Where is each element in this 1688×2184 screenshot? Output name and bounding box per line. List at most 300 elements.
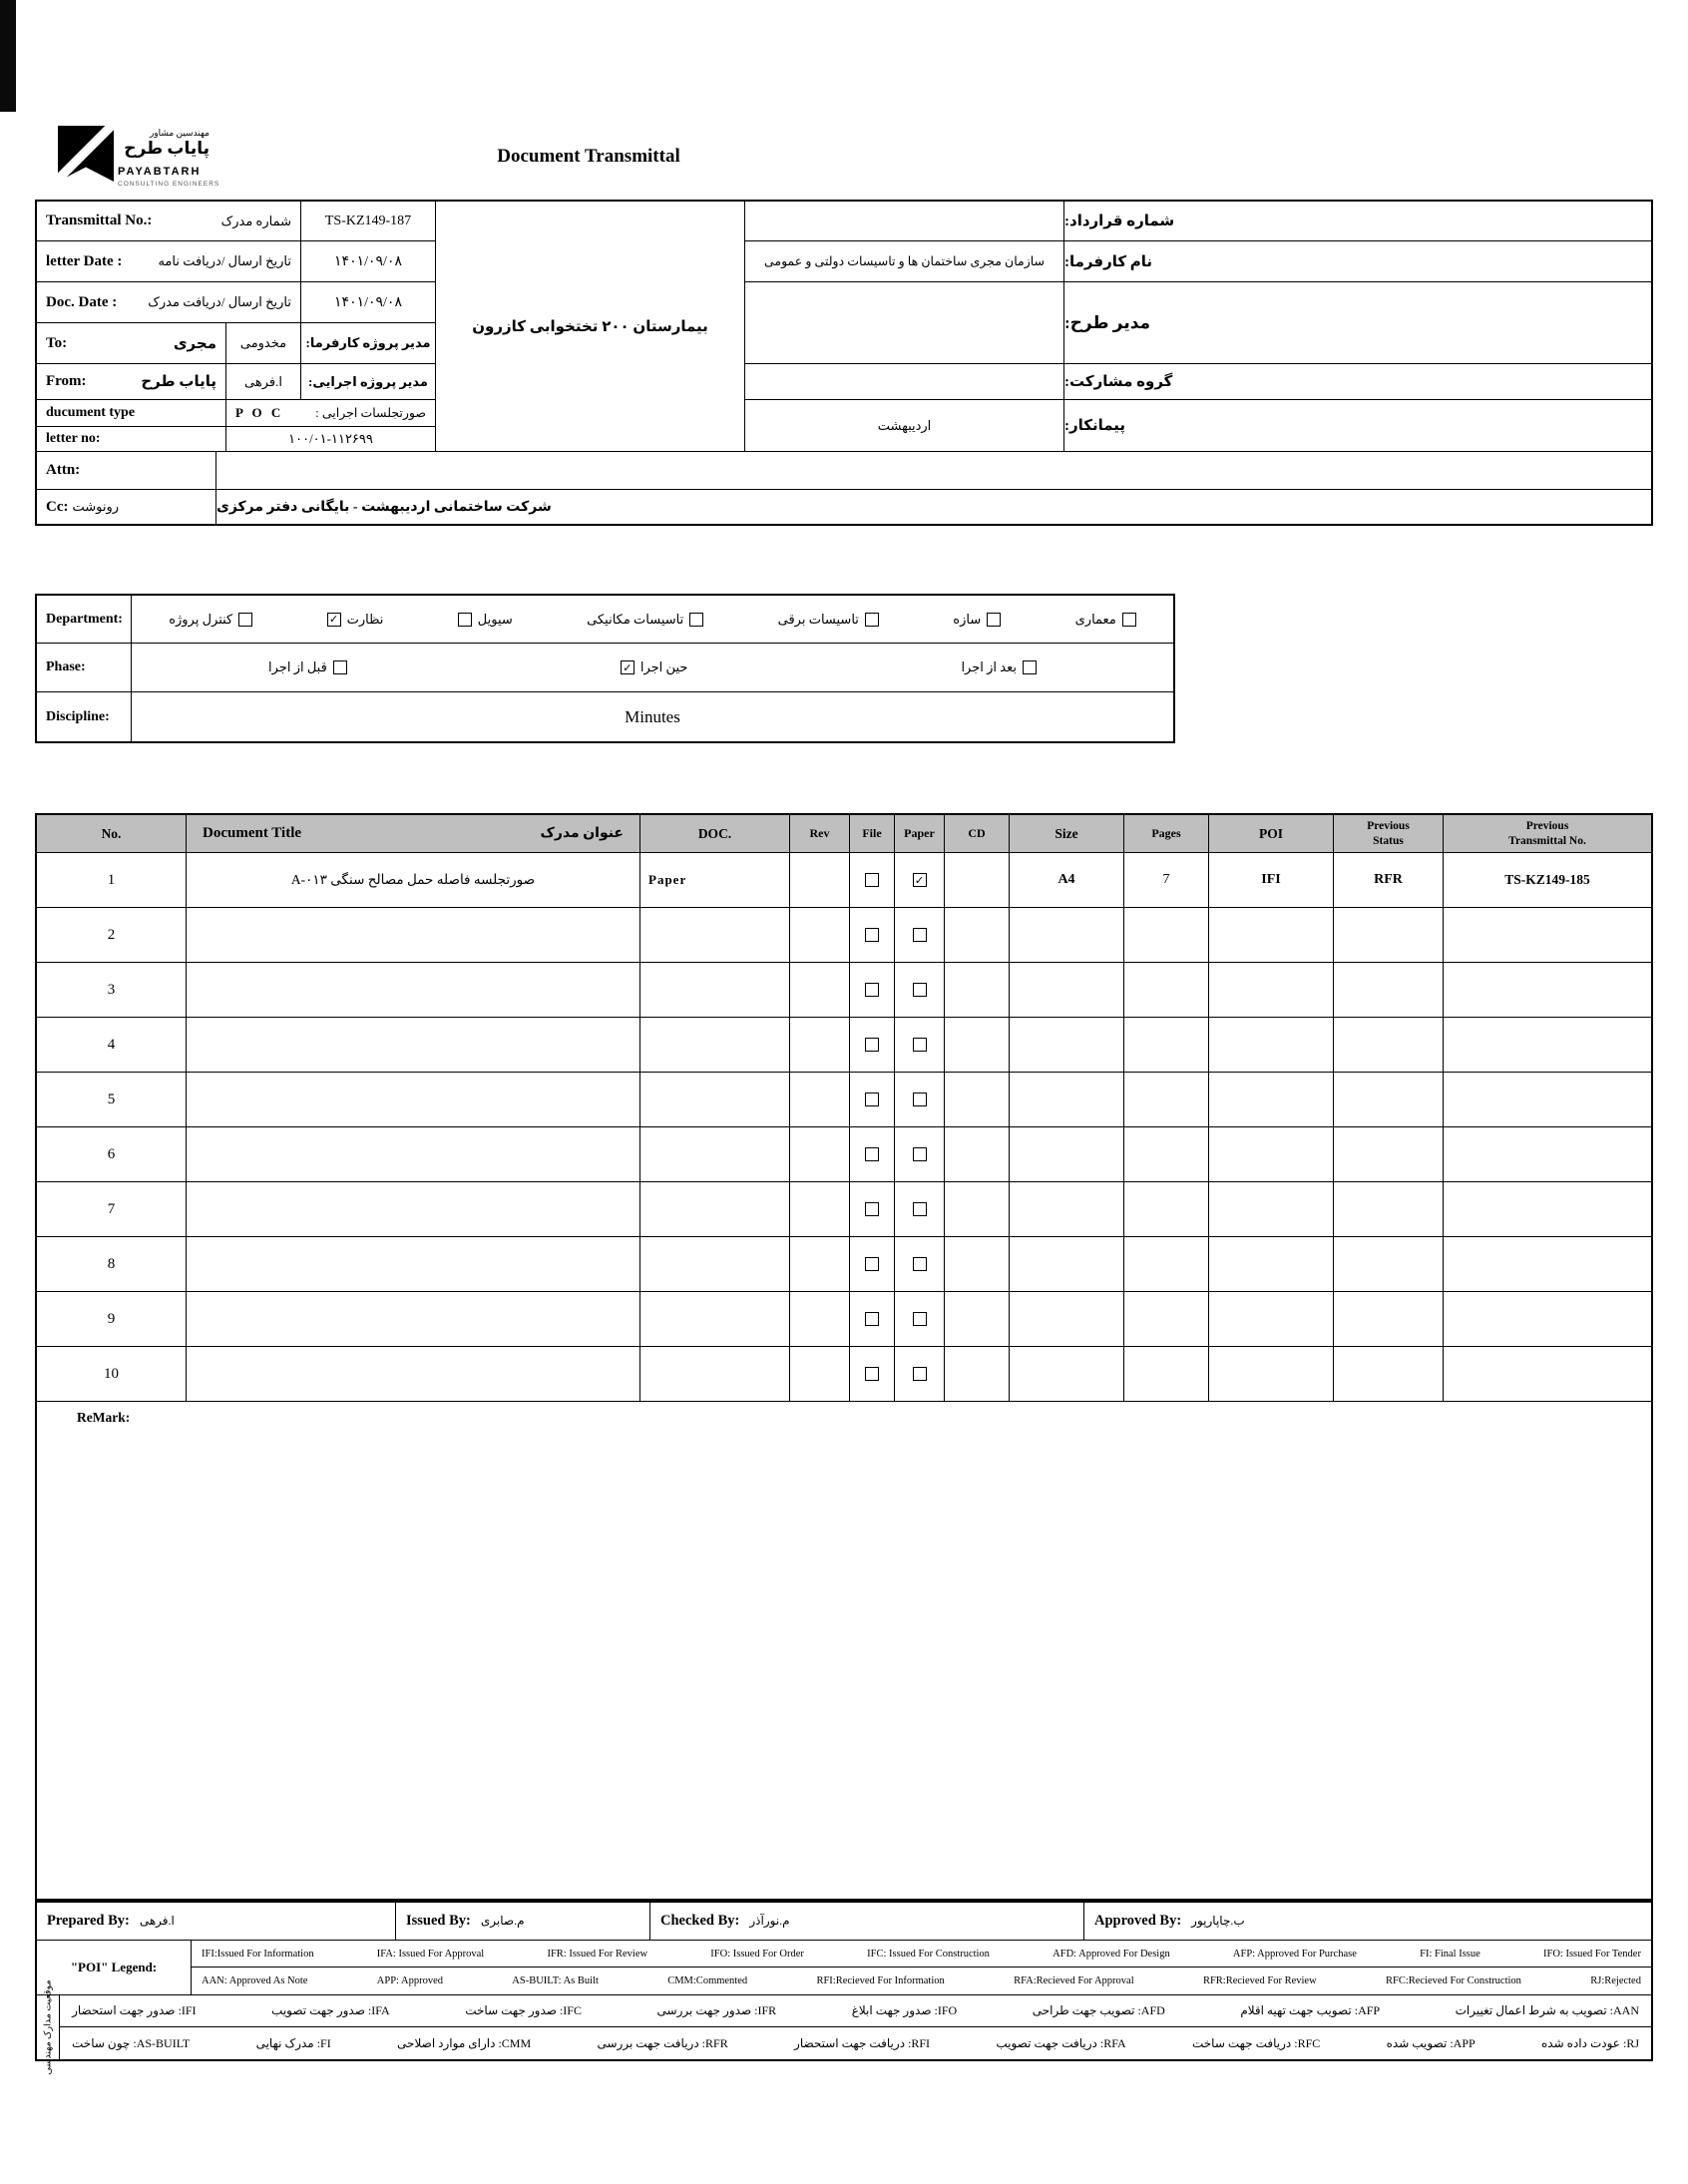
discipline-value: Minutes [625, 706, 680, 726]
department-option-label: تاسیسات مکانیکی [587, 611, 684, 627]
legend-entry: RFC:Recieved For Construction [1386, 1975, 1521, 1986]
doc-row-pages: 7 [1124, 853, 1209, 908]
letter-no-label-cell [37, 427, 226, 452]
doc-row-prev-transmittal [1444, 1347, 1651, 1402]
doc-row-pages [1124, 1127, 1209, 1182]
from-person: ا.فرهی [226, 364, 301, 400]
poi-legend-line-2 [192, 1967, 1651, 1994]
doc-row-doc [640, 1073, 790, 1127]
doc-row-size [1010, 1237, 1124, 1292]
file-checkbox[interactable] [865, 1202, 879, 1216]
letter-date-label-fa: تاریخ ارسال /دریافت نامه [158, 253, 291, 268]
doc-row-title [187, 1292, 640, 1347]
legend-entry: IFI:Issued For Information [202, 1948, 314, 1960]
department-option [1075, 612, 1136, 628]
doc-row-pages [1124, 963, 1209, 1018]
doc-row-size [1010, 1292, 1124, 1347]
header-cd: CD [945, 815, 1010, 853]
company-logo [58, 124, 227, 196]
doc-row-cd [945, 1237, 1010, 1292]
doc-row-doc [640, 1127, 790, 1182]
phase-label: Phase: [46, 659, 86, 674]
letter-no-label: letter no: [46, 431, 101, 446]
legend-entry: AFP: تصویب جهت تهیه اقلام [1240, 2003, 1381, 2017]
attn-label: Attn: [46, 462, 81, 478]
doc-row-paper-cell [895, 1073, 945, 1127]
cc-label-fa: رونوشت [72, 499, 120, 514]
doc-row-poi [1209, 1182, 1334, 1237]
doc-row-file-cell [850, 1347, 895, 1402]
department-label: Department: [46, 611, 123, 627]
legend-entry: IFA: Issued For Approval [376, 1948, 485, 1960]
approved-by-label: Approved By: [1094, 1913, 1182, 1929]
phase-option-label: حین اجرا [639, 659, 688, 674]
legend-entry: IFO: Issued For Order [710, 1948, 804, 1960]
doc-row-size [1010, 1018, 1124, 1073]
doc-row-prev-status [1334, 1237, 1444, 1292]
legend-entry: AFP: Approved For Purchase [1232, 1948, 1357, 1960]
doc-row-pages [1124, 908, 1209, 963]
cc-label-cell [37, 490, 216, 524]
from-label: From: [46, 373, 87, 389]
doc-row-paper-cell [895, 1018, 945, 1073]
file-checkbox[interactable] [865, 1312, 879, 1326]
doc-row-title [187, 1127, 640, 1182]
prepared-by-value: ا.فرهی [139, 1914, 175, 1928]
phase-options [132, 644, 1173, 692]
department-option [953, 612, 1001, 628]
to-value: مجری [173, 335, 216, 352]
file-checkbox[interactable] [865, 1038, 879, 1052]
doc-row-prev-transmittal [1444, 908, 1651, 963]
doc-row-paper-cell [895, 1127, 945, 1182]
department-checkbox[interactable] [987, 613, 1001, 627]
doc-date-value: ۱۴۰۱/۰۹/۰۸ [301, 282, 436, 323]
doc-row-title [187, 1182, 640, 1237]
poi-legend-lines [192, 1941, 1651, 1994]
from-role: مدیر پروژه اجرایی: [301, 364, 436, 400]
remark-label: ReMark: [77, 1410, 131, 1425]
doc-row-size [1010, 1347, 1124, 1402]
doc-row-paper-cell [895, 963, 945, 1018]
document-type-label-cell [37, 400, 226, 427]
doc-row-size [1010, 1073, 1124, 1127]
logo-fa-text [118, 128, 210, 159]
doc-row-no: 10 [37, 1347, 187, 1402]
doc-row-poi [1209, 1018, 1334, 1073]
paper-checkbox[interactable] [913, 1257, 927, 1271]
doc-row-title [187, 1018, 640, 1073]
legend-entry: AFD: Approved For Design [1053, 1948, 1170, 1960]
legend-entry: IFC: Issued For Construction [867, 1948, 990, 1960]
doc-row-rev [790, 963, 850, 1018]
remark-area [37, 1402, 1651, 1899]
phase-checkbox[interactable]: ✓ [621, 660, 634, 674]
contract-no-value-cell [745, 202, 1064, 241]
doc-row-title [187, 853, 640, 908]
doc-row-no: 2 [37, 908, 187, 963]
header-paper: Paper [895, 815, 945, 853]
doc-row-title-text: صورتجلسه فاصله حمل مصالح سنگی A-۰۱۳ [290, 872, 536, 887]
contractor-label: پیمانکار: [1064, 400, 1651, 452]
header-doc: DOC. [640, 815, 790, 853]
plan-manager-label: مدیر طرح: [1064, 282, 1651, 364]
checked-by-label: Checked By: [660, 1913, 740, 1929]
approved-by-value: ب.چاپارپور [1191, 1914, 1245, 1928]
doc-row-file-cell [850, 1073, 895, 1127]
doc-row-file-cell [850, 963, 895, 1018]
phase-label-cell [37, 644, 132, 692]
legend-entry: RFR: دریافت جهت بررسی [597, 2035, 728, 2050]
client-value: سازمان مجری ساختمان ها و تاسیسات دولتی و عمومی [745, 241, 1064, 282]
doc-row-poi [1209, 1292, 1334, 1347]
doc-row-title [187, 908, 640, 963]
phase-checkbox[interactable] [1023, 660, 1037, 674]
letter-date-label-en: letter Date : [46, 252, 123, 269]
transmittal-no-label-fa: شماره مدرک [220, 213, 291, 228]
plan-manager-value-cell [745, 282, 1064, 364]
department-checkbox[interactable]: ✓ [327, 613, 341, 627]
legend-entry: CMM:Commented [667, 1975, 748, 1986]
department-option-label: کنترل پروژه [169, 611, 233, 627]
doc-row-prev-status [1334, 1182, 1444, 1237]
legend-entry: IFO: Issued For Tender [1543, 1948, 1641, 1960]
doc-row-prev-transmittal: TS-KZ149-185 [1444, 853, 1651, 908]
doc-row-paper-cell [895, 1347, 945, 1402]
phase-option-label: بعد از اجرا [961, 659, 1017, 674]
legend-entry: APP: Approved [376, 1975, 443, 1986]
doc-row-paper-cell [895, 908, 945, 963]
legend-entry: CMM: دارای موارد اصلاحی [397, 2035, 532, 2050]
doc-row-prev-status [1334, 908, 1444, 963]
from-value: پایاب طرح [141, 374, 216, 390]
legend-entry: AAN: Approved As Note [202, 1975, 308, 1986]
document-type-code: P O C [235, 405, 284, 420]
doc-row-cd [945, 1018, 1010, 1073]
cc-label: Cc: [46, 498, 69, 515]
header-previous-transmittal-no [1444, 815, 1651, 853]
doc-row-prev-transmittal [1444, 963, 1651, 1018]
transmittal-no-label-en: Transmittal No.: [46, 213, 153, 228]
file-checkbox[interactable] [865, 1257, 879, 1271]
doc-date-label-fa: تاریخ ارسال /دریافت مدرک [148, 294, 291, 309]
paper-checkbox[interactable]: ✓ [913, 873, 927, 887]
doc-row-prev-status: RFR [1334, 853, 1444, 908]
doc-row-file-cell [850, 1018, 895, 1073]
doc-row-no: 6 [37, 1127, 187, 1182]
page-title: Document Transmittal [497, 146, 680, 167]
legend-entry: RFC: دریافت جهت ساخت [1191, 2035, 1321, 2050]
doc-row-cd [945, 853, 1010, 908]
doc-row-doc [640, 1018, 790, 1073]
department-checkbox[interactable] [238, 613, 252, 627]
doc-row-size [1010, 1127, 1124, 1182]
cc-value: شرکت ساختمانی اردیبهشت - بایگانی دفتر مرکزی [216, 499, 552, 515]
transmittal-info-table [35, 200, 1653, 526]
doc-row-doc [640, 1237, 790, 1292]
legend-entry: RFR:Recieved For Review [1202, 1975, 1317, 1986]
letter-date-label-cell [37, 241, 301, 282]
to-person: مخدومی [226, 323, 301, 364]
project-name: بیمارستان ۲۰۰ تختخوابی کازرون [436, 202, 745, 452]
doc-row-no: 5 [37, 1073, 187, 1127]
doc-row-prev-status [1334, 1127, 1444, 1182]
fa-legend-lines [60, 1995, 1651, 2059]
logo-fa-tagline: مهندسین مشاور [149, 128, 210, 138]
doc-row-poi [1209, 1347, 1334, 1402]
doc-row-file-cell [850, 853, 895, 908]
doc-row-prev-transmittal [1444, 1292, 1651, 1347]
poi-legend-section [37, 1941, 1651, 1995]
doc-row-size: A4 [1010, 853, 1124, 908]
legend-entry: RFI: دریافت جهت استحضار [794, 2035, 931, 2050]
contractor-value: اردیبهشت [745, 400, 1064, 452]
fa-legend-line-2 [60, 2027, 1651, 2059]
legend-entry: IFR: Issued For Review [547, 1948, 648, 1960]
header-rev: Rev [790, 815, 850, 853]
partnership-value-cell [745, 364, 1064, 400]
paper-checkbox[interactable] [913, 1367, 927, 1381]
department-option-label: سازه [953, 611, 982, 627]
department-checkbox[interactable] [865, 613, 879, 627]
issued-by-label: Issued By: [406, 1913, 471, 1929]
header-previous-transmittal-line2: Transmittal No. [1508, 834, 1586, 847]
doc-row-rev [790, 1182, 850, 1237]
doc-row-cd [945, 1073, 1010, 1127]
poi-legend-label: "POI" Legend: [37, 1941, 192, 1994]
doc-row-doc [640, 908, 790, 963]
doc-row-paper-cell [895, 1237, 945, 1292]
doc-row-paper-cell [895, 853, 945, 908]
paper-checkbox[interactable] [913, 983, 927, 997]
doc-row-rev [790, 1018, 850, 1073]
doc-row-rev [790, 1127, 850, 1182]
doc-row-prev-status [1334, 1073, 1444, 1127]
signoff-row [37, 1903, 1651, 1941]
scan-artifact [0, 0, 16, 112]
department-option [169, 612, 252, 628]
doc-row-poi [1209, 1127, 1334, 1182]
legend-entry: IFC: صدور جهت ساخت [465, 2003, 582, 2017]
approved-by-cell [1084, 1903, 1651, 1940]
issued-by-cell [396, 1903, 650, 1940]
legend-entry: RJ:Rejected [1590, 1975, 1641, 1986]
department-option-label: معماری [1074, 611, 1116, 627]
doc-row-paper-cell [895, 1182, 945, 1237]
header-document-title [187, 815, 640, 853]
letter-no-value: ۱۰۰/۰۱-۱۱۲۶۹۹ [226, 427, 436, 452]
doc-row-pages [1124, 1182, 1209, 1237]
department-checkbox[interactable] [458, 613, 472, 627]
legend-entry: IFO: صدور جهت ابلاغ [851, 2003, 958, 2017]
header-size: Size [1010, 815, 1124, 853]
logo-en-subtitle: CONSULTING ENGINEERS [118, 181, 220, 188]
documents-table [35, 813, 1653, 1901]
paper-checkbox[interactable] [913, 1038, 927, 1052]
doc-row-prev-transmittal [1444, 1237, 1651, 1292]
doc-row-prev-transmittal [1444, 1182, 1651, 1237]
partnership-label: گروه مشارکت: [1064, 364, 1651, 400]
doc-row-poi [1209, 1073, 1334, 1127]
legend-entry: FI: مدرک نهایی [255, 2035, 331, 2050]
to-cell [37, 323, 226, 364]
doc-row-rev [790, 853, 850, 908]
to-label: To: [46, 334, 68, 351]
to-role: مدیر پروژه کارفرما: [301, 323, 436, 364]
doc-row-pages [1124, 1073, 1209, 1127]
doc-row-prev-transmittal [1444, 1018, 1651, 1073]
doc-row-title [187, 963, 640, 1018]
doc-row-paper-cell [895, 1292, 945, 1347]
document-type-fa: : صورتجلسات اجرایی [315, 406, 426, 420]
department-option-label: سیویل [477, 611, 513, 627]
legend-entry: IFR: صدور جهت بررسی [656, 2003, 777, 2017]
department-option [778, 612, 879, 628]
doc-row-file-cell [850, 1237, 895, 1292]
doc-row-cd [945, 1292, 1010, 1347]
document-type-value-cell [226, 400, 436, 427]
doc-row-prev-status [1334, 1292, 1444, 1347]
legend-entry: RJ: عودت داده شده [1541, 2035, 1639, 2050]
doc-row-file-cell [850, 1127, 895, 1182]
phase-option-label: قبل از اجرا [268, 659, 327, 674]
poi-legend-line-1 [192, 1941, 1651, 1967]
header-poi: POI [1209, 815, 1334, 853]
fa-legend-line-1 [60, 1995, 1651, 2027]
doc-row-cd [945, 963, 1010, 1018]
transmittal-no-label-cell [37, 202, 301, 241]
doc-row-prev-status [1334, 1018, 1444, 1073]
department-option [458, 612, 513, 628]
file-checkbox[interactable] [865, 983, 879, 997]
paper-checkbox[interactable] [913, 928, 927, 942]
document-type-label: ducument type [46, 405, 136, 420]
doc-row-title [187, 1073, 640, 1127]
doc-row-prev-transmittal [1444, 1127, 1651, 1182]
legend-entry: RFI:Recieved For Information [816, 1975, 945, 1986]
engineering-docs-status-label [37, 1979, 60, 2075]
doc-row-prev-status [1334, 963, 1444, 1018]
legend-entry: AS-BUILT: چون ساخت [72, 2035, 191, 2050]
checked-by-value: م.نورآذر [749, 1914, 790, 1928]
legend-entry: AAN: تصویب به شرط اعمال تغییرات [1455, 2003, 1639, 2017]
doc-row-rev [790, 908, 850, 963]
issued-by-value: م.صابری [480, 1914, 525, 1928]
logo-fa-name: پایاب طرح [124, 139, 210, 158]
phase-option [621, 659, 688, 675]
doc-row-pages [1124, 1347, 1209, 1402]
paper-checkbox[interactable] [913, 1092, 927, 1106]
department-option [327, 612, 384, 628]
legend-entry: RFA: دریافت جهت تصویب [996, 2035, 1126, 2050]
doc-row-poi [1209, 908, 1334, 963]
doc-row-poi [1209, 963, 1334, 1018]
file-checkbox[interactable] [865, 1092, 879, 1106]
doc-row-title [187, 1347, 640, 1402]
letter-date-value: ۱۴۰۱/۰۹/۰۸ [301, 241, 436, 282]
department-checkbox[interactable] [689, 613, 703, 627]
legend-entry: IFI: صدور جهت استحضار [72, 2003, 197, 2017]
legend-entry: AS-BUILT: As Built [512, 1975, 599, 1986]
doc-row-no: 9 [37, 1292, 187, 1347]
department-option-label: تاسیسات برقی [777, 611, 859, 627]
phase-option [268, 659, 347, 675]
file-checkbox[interactable] [865, 1147, 879, 1161]
header-pages: Pages [1124, 815, 1209, 853]
header-previous-status-line2: Status [1373, 834, 1404, 847]
file-checkbox[interactable] [865, 928, 879, 942]
doc-row-file-cell [850, 908, 895, 963]
paper-checkbox[interactable] [913, 1147, 927, 1161]
doc-row-doc [640, 1292, 790, 1347]
doc-row-title [187, 1237, 640, 1292]
doc-date-label-en: Doc. Date : [46, 293, 118, 310]
department-checkbox[interactable] [1122, 613, 1136, 627]
prepared-by-cell [37, 1903, 396, 1940]
file-checkbox[interactable] [865, 1367, 879, 1381]
paper-checkbox[interactable] [913, 1312, 927, 1326]
doc-row-pages [1124, 1237, 1209, 1292]
doc-row-prev-transmittal [1444, 1073, 1651, 1127]
department-label-cell [37, 596, 132, 644]
prepared-by-label: Prepared By: [47, 1913, 130, 1929]
header-no: No. [37, 815, 187, 853]
doc-row-size [1010, 1182, 1124, 1237]
header-previous-status-line1: Previous [1367, 820, 1410, 833]
header-previous-status [1334, 815, 1444, 853]
attn-label-cell [37, 452, 216, 490]
discipline-label-cell [37, 692, 132, 741]
classification-table [35, 594, 1175, 743]
doc-row-doc [640, 963, 790, 1018]
doc-row-doc: Paper [640, 853, 790, 908]
legend-entry: AFD: تصویب جهت طراحی [1032, 2003, 1165, 2017]
doc-row-doc [640, 1347, 790, 1402]
doc-row-file-cell [850, 1292, 895, 1347]
paper-checkbox[interactable] [913, 1202, 927, 1216]
doc-row-no: 1 [37, 853, 187, 908]
legend-entry: APP: تصویب شده [1386, 2035, 1476, 2050]
doc-row-cd [945, 1347, 1010, 1402]
header-document-title-en: Document Title [203, 825, 302, 841]
doc-row-cd [945, 1127, 1010, 1182]
phase-checkbox[interactable] [333, 660, 347, 674]
client-label: نام کارفرما: [1064, 241, 1651, 282]
header-document-title-fa: عنوان مدرک [540, 826, 624, 841]
doc-row-prev-status [1334, 1347, 1444, 1402]
file-checkbox[interactable] [865, 873, 879, 887]
doc-row-poi [1209, 1237, 1334, 1292]
doc-row-rev [790, 1292, 850, 1347]
department-option-label: نظارت [346, 611, 384, 627]
logo-en-name: PAYABTARH [118, 166, 202, 178]
discipline-label: Discipline: [46, 708, 110, 724]
doc-row-no: 3 [37, 963, 187, 1018]
doc-row-pages [1124, 1292, 1209, 1347]
engineering-docs-status-text: موقعیت مدارک مهندسی [43, 1979, 54, 2075]
doc-row-rev [790, 1073, 850, 1127]
payabtarh-logo-icon [58, 126, 114, 182]
department-option [587, 612, 703, 628]
doc-row-pages [1124, 1018, 1209, 1073]
doc-date-label-cell [37, 282, 301, 323]
doc-row-poi: IFI [1209, 853, 1334, 908]
checked-by-cell [650, 1903, 1084, 1940]
legend-entry: RFA:Recieved For Approval [1014, 1975, 1134, 1986]
legend-entry: IFA: صدور جهت تصویب [271, 2003, 390, 2017]
doc-row-cd [945, 1182, 1010, 1237]
from-cell [37, 364, 226, 400]
